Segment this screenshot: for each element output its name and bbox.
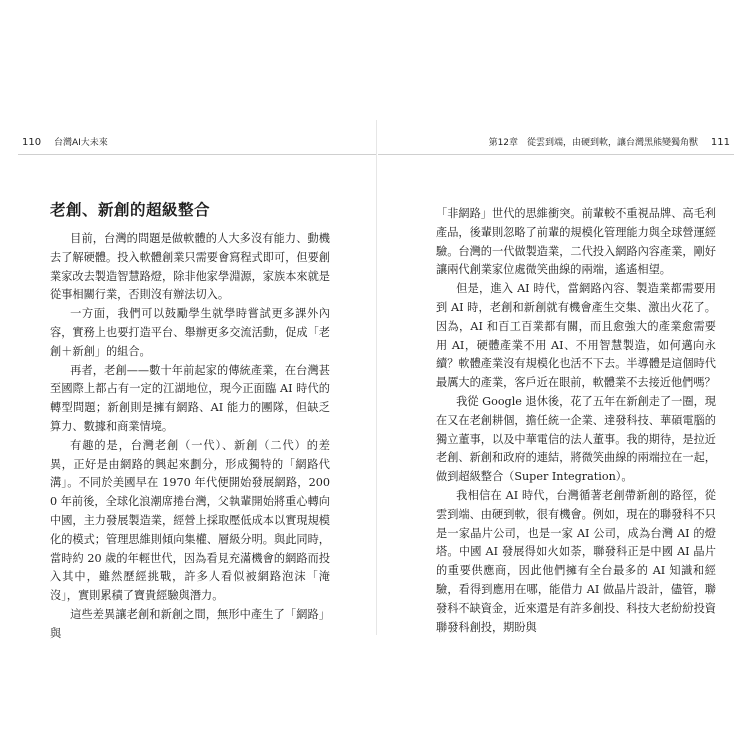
right-paragraph: 但是，進入 AI 時代，當網路內容、製造業都需要用到 AI 時，老創和新創就有機會產生交集、激出火花了。因為，AI 和百工百業都有關，而且愈強大的產業愈需要用 AI，硬體產業不用 AI、不用智慧製造，如何邁向永續？軟體產業沒有規模化也活不下去。半導體是這個時代最厲大的產業，客戶近在眼前，軟體業不去接近他們嗎？ [436,282,716,390]
left-paragraph: 目前，台灣的問題是做軟體的人大多沒有能力、動機去了解硬體。投入軟體創業只需要會寫程式即可，但要創業家改去製造智慧路燈，除非他家學淵源，家族本來就是從事相關行業，否則沒有辦法切入。 [50,232,330,302]
right-page-body [436,205,716,637]
right-chapter-title: 第12章 從雲到端，由硬到軟，讓台灣黑熊變獨角獸 [488,138,699,148]
left-paragraph: 再者，老創——數十年前起家的傳統產業，在台灣甚至國際上都占有一定的江湖地位，現今正面臨 AI 時代的轉型問題；新創則是擁有網路、AI 能力的團隊，但缺乏算力、數據和商業情境。 [50,363,330,433]
left-page-body [50,199,330,644]
left-page-number: 110 [22,137,42,148]
left-book-title: 台灣AI大未來 [53,138,108,148]
left-paragraph: 有趣的是，台灣老創（一代）、新創（二代）的差異，正好是由網路的興起來劃分，形成獨特的「網路代溝」。不同於美國早在 1970 年代便開始發展網路，2000 年前後，全球化浪潮席捲台灣，父執輩開始將重心轉向中國，主力發展製造業，經營上採取壓低成本以實現規模化的模式；管理思維則傾向集權、層級分明。與此同時，當時約 20 歲的年輕世代，因為看見充滿機會的網路而投入其中，雖然歷經挑戰，許多人看似被網路泡沫「淹沒」，實則累積了寶貴經驗與潛力。 [50,438,330,603]
right-paragraph: 我從 Google 退休後，花了五年在新創走了一圈，現在又在老創耕個，擔任統一企業、達發科技、華碩電腦的獨立董事，以及中華電信的法人董事。我的期待，是拉近老創、新創和政府的連結，將微笑曲線的兩端拉在一起，做到超級整合（Super Integration）。 [436,394,716,484]
section-title: 老創、新創的超級整合 [50,201,211,219]
left-paragraph: 這些差異讓老創和新創之間，無形中產生了「網路」與 [50,607,330,640]
page-gutter [376,120,377,635]
left-running-head [22,135,108,148]
right-page-number: 111 [710,137,730,148]
left-header-rule [18,154,376,155]
right-paragraph: 我相信在 AI 時代，台灣循著老創帶新創的路徑，從雲到端、由硬到軟，很有機會。例如，現在的聯發科不只是一家晶片公司，也是一家 AI 公司，成為台灣 AI 的燈塔。中國 AI 發展得如火如荼，聯發科正是中國 AI 晶片的重要供應商，因此他們擁有全台最多的 AI 知識和經驗，看得到應用在哪，能借力 AI 做晶片設計，儘管，聯發科不缺資金，近來還是有許多創投、科技大老紛紛投資聯發科創投，期盼與 [436,488,716,634]
left-paragraph: 一方面，我們可以鼓勵學生就學時嘗試更多課外內容，實務上也要打造平台、舉辦更多交流活動，促成「老創＋新創」的組合。 [50,307,330,358]
right-paragraph: 「非網路」世代的思維衝突。前輩較不重視品牌、高毛利產品，後輩則忽略了前輩的規模化管理能力與全球營運經驗。台灣的一代做製造業，二代投入網路內容產業，剛好讓兩代創業家位處微笑曲線的兩端，遙遙相望。 [436,207,716,277]
right-running-head [489,135,730,148]
right-header-rule [378,154,734,155]
